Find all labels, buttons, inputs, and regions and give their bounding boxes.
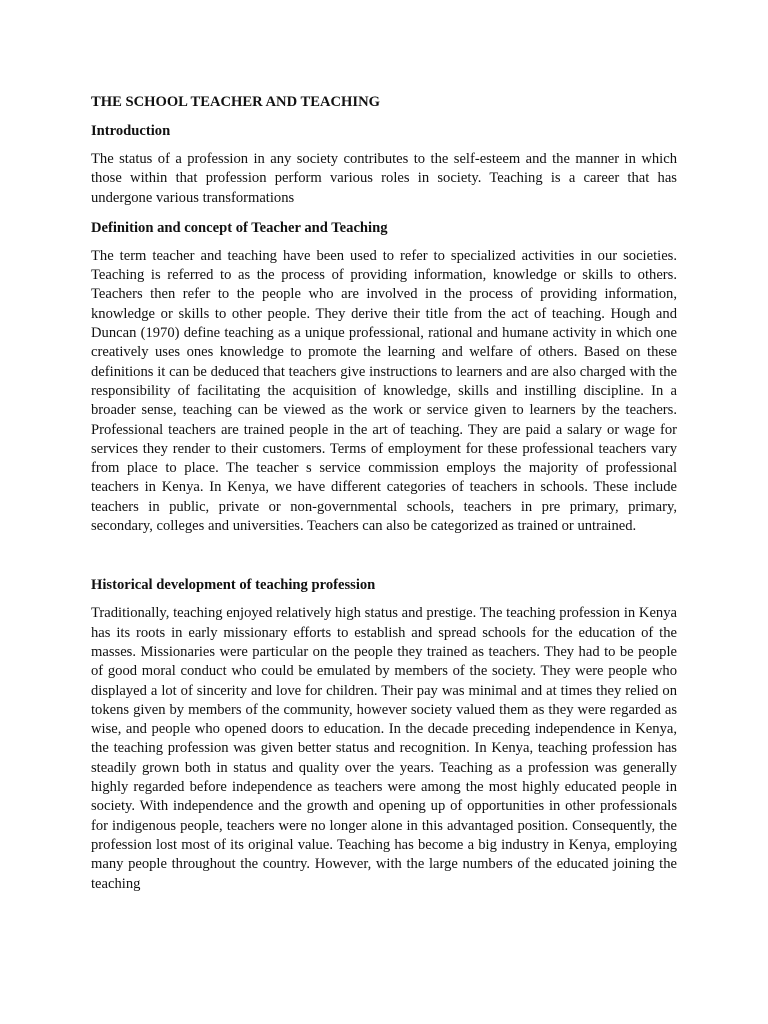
document-title: THE SCHOOL TEACHER AND TEACHING [91,94,380,110]
section-spacer [91,546,677,575]
section-heading-definition: Definition and concept of Teacher and Teaching [91,219,388,236]
section-heading-history: Historical development of teaching profession [91,577,376,594]
section-heading-introduction: Introduction [91,123,171,139]
paragraph-introduction: The status of a profession in any society contributes to the self-esteem and the manner in which those within that profession perform various roles in society. Teaching is a career that has undergone various transformations [91,151,677,206]
paragraph-definition: The term teacher and teaching have been used to refer to specialized activities in our societies. Teaching is referred to as the process of providing information, knowledge or skills to others. Teachers then refer to the people who are involved in the process of providing information, knowledge or skills to other people. They derive their title from the act of teaching. Hough and Duncan (1970) define teaching as a unique professional, rational and humane activity in which one creatively uses ones knowledge to promote the learning and welfare of others. Based on these definitions it can be deduced that teachers give instructions to learners and are also charged with the responsibility of facilitating the acquisition of knowledge, skills and instilling discipline. In a broader sense, teaching can be viewed as the work or service given to learners by the teachers. Professional teachers are trained people in the art of teaching. They are paid a salary or wage for services they render to their customers. Terms of employment for these professional teachers vary from place to place. The teacher s service commission employs the majority of professional teachers in Kenya. In Kenya, we have different categories of teachers in schools. These include teachers in public, private or non-governmental schools, teachers in pre primary, primary, secondary, colleges and universities. Teachers can also be categorized as trained or untrained. [91,247,677,535]
document-page [91,92,677,904]
paragraph-history: Traditionally, teaching enjoyed relatively high status and prestige. The teaching profession in Kenya has its roots in early missionary efforts to establish and spread schools for the education of the masses. Missionaries were particular on the people they trained as teachers. They had to be people of good moral conduct who could be emulated by members of the society. They were people who displayed a lot of sincerity and love for children. Their pay was minimal and at times they relied on tokens given by members of the community, however society valued them as they were regarded as wise, and people who opened doors to education. In the decade preceding independence in Kenya, the teaching profession was given better status and recognition. In Kenya, teaching profession has steadily grown both in status and quality over the years. Teaching as a profession was generally highly regarded before independence as teachers were among the most highly educated people in society. With independence and the growth and opening up of opportunities in other professionals for indigenous people, teachers were no longer alone in this advantaged position. Consequently, the profession lost most of its original value. Teaching has become a big industry in Kenya, employing many people throughout the country. However, with the large numbers of the educated joining the teaching [91,605,677,892]
